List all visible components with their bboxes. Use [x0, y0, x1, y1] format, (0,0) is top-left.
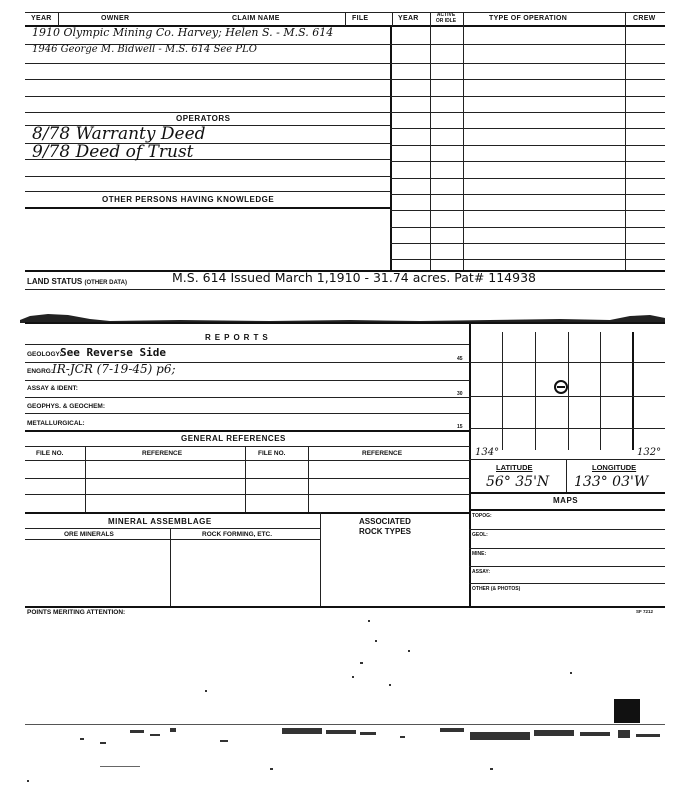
header-file: FILE [352, 15, 369, 22]
operators-title: OPERATORS [176, 114, 231, 123]
latitude-value: 56° 35'N [486, 474, 550, 490]
longitude-value: 133° 03'W [574, 474, 649, 490]
owner-entry-1: 1910 Olympic Mining Co. Harvey; Helen S. - M.S. 614 [32, 26, 334, 39]
points-meriting-attention-label: POINTS MERITING ATTENTION: [27, 609, 126, 616]
longitude-label: LONGITUDE [592, 463, 637, 472]
scan-noise-dot [490, 768, 493, 770]
geology-label: GEOLOGY: [27, 351, 62, 358]
operator-entry-2: 9/78 Deed of Trust [32, 142, 194, 162]
margin-number-15: 15 [457, 424, 463, 430]
mineral-assemblage-title: MINERAL ASSEMBLAGE [108, 517, 212, 526]
scan-noise-block [614, 699, 640, 723]
scan-noise-dot [368, 620, 370, 622]
ref-col-reference-1: REFERENCE [142, 450, 183, 457]
maps-other: OTHER (& PHOTOS) [472, 586, 521, 592]
ref-col-file-no-1: FILE NO. [36, 450, 64, 457]
margin-number-30: 30 [457, 391, 463, 397]
header-owner: OWNER [101, 15, 130, 22]
margin-number-45: 45 [457, 356, 463, 362]
header-active: ACTIVE [436, 12, 456, 18]
header-crew: CREW [633, 15, 656, 22]
reports-title: REPORTS [205, 333, 272, 342]
scan-noise-dot [408, 650, 410, 652]
land-status-label: LAND STATUS (OTHER DATA) [27, 277, 127, 286]
ref-col-reference-2: REFERENCE [362, 450, 403, 457]
lon-right: 132° [637, 447, 662, 458]
associated-rock-2: ROCK TYPES [359, 527, 412, 536]
ref-col-file-no-2: FILE NO. [258, 450, 286, 457]
assay-label: ASSAY & IDENT: [27, 385, 78, 392]
claim-location-marker-bar-icon [557, 386, 565, 388]
scan-noise-dot [27, 780, 29, 782]
scan-noise-dot [389, 684, 391, 686]
maps-assay: ASSAY: [472, 569, 491, 575]
other-persons-title: OTHER PERSONS HAVING KNOWLEDGE [102, 195, 275, 204]
maps-geol: GEOL: [472, 532, 488, 538]
header-year-2: YEAR [398, 15, 419, 22]
general-references-title: GENERAL REFERENCES [181, 434, 286, 443]
associated-rock-1: ASSOCIATED [359, 517, 411, 526]
engrg-value: IR-JCR (7-19-45) p6; [52, 362, 176, 376]
scan-noise-dot [205, 690, 207, 692]
maps-title: MAPS [553, 496, 579, 505]
engrg-label: ENGRG: [27, 368, 53, 375]
scan-noise-dot [570, 672, 572, 674]
geophys-label: GEOPHYS. & GEOCHEM: [27, 403, 106, 410]
header-type-of-operation: TYPE OF OPERATION [489, 15, 568, 22]
geology-value: See Reverse Side [60, 346, 166, 359]
header-claim-name: CLAIM NAME [232, 15, 280, 22]
ore-minerals-label: ORE MINERALS [64, 531, 114, 538]
scan-noise-dot [375, 640, 377, 642]
owner-entry-2: 1946 George M. Bidwell - M.S. 614 See PLO [32, 44, 257, 55]
lon-left: 134° [475, 447, 500, 458]
land-status-value: M.S. 614 Issued March 1,1910 - 31.74 acres. Pat# 114938 [172, 270, 536, 285]
header-or-idle: OR IDLE [435, 18, 457, 24]
scan-noise-strip [20, 722, 670, 752]
rock-forming-label: ROCK FORMING, ETC. [202, 531, 273, 538]
scan-noise-dot [270, 768, 273, 770]
maps-topog: TOPOG: [472, 513, 492, 519]
form-number: SF 7212 [636, 609, 654, 614]
operator-entry-1: 8/78 Warranty Deed [32, 124, 206, 144]
maps-mine: MINE: [472, 551, 487, 557]
header-year: YEAR [31, 15, 52, 22]
metallurgical-label: METALLURGICAL: [27, 420, 85, 427]
scan-noise-dot [100, 766, 140, 767]
scan-noise-dot [352, 676, 354, 678]
scan-noise-dot [360, 662, 363, 664]
latitude-label: LATITUDE [496, 463, 533, 472]
